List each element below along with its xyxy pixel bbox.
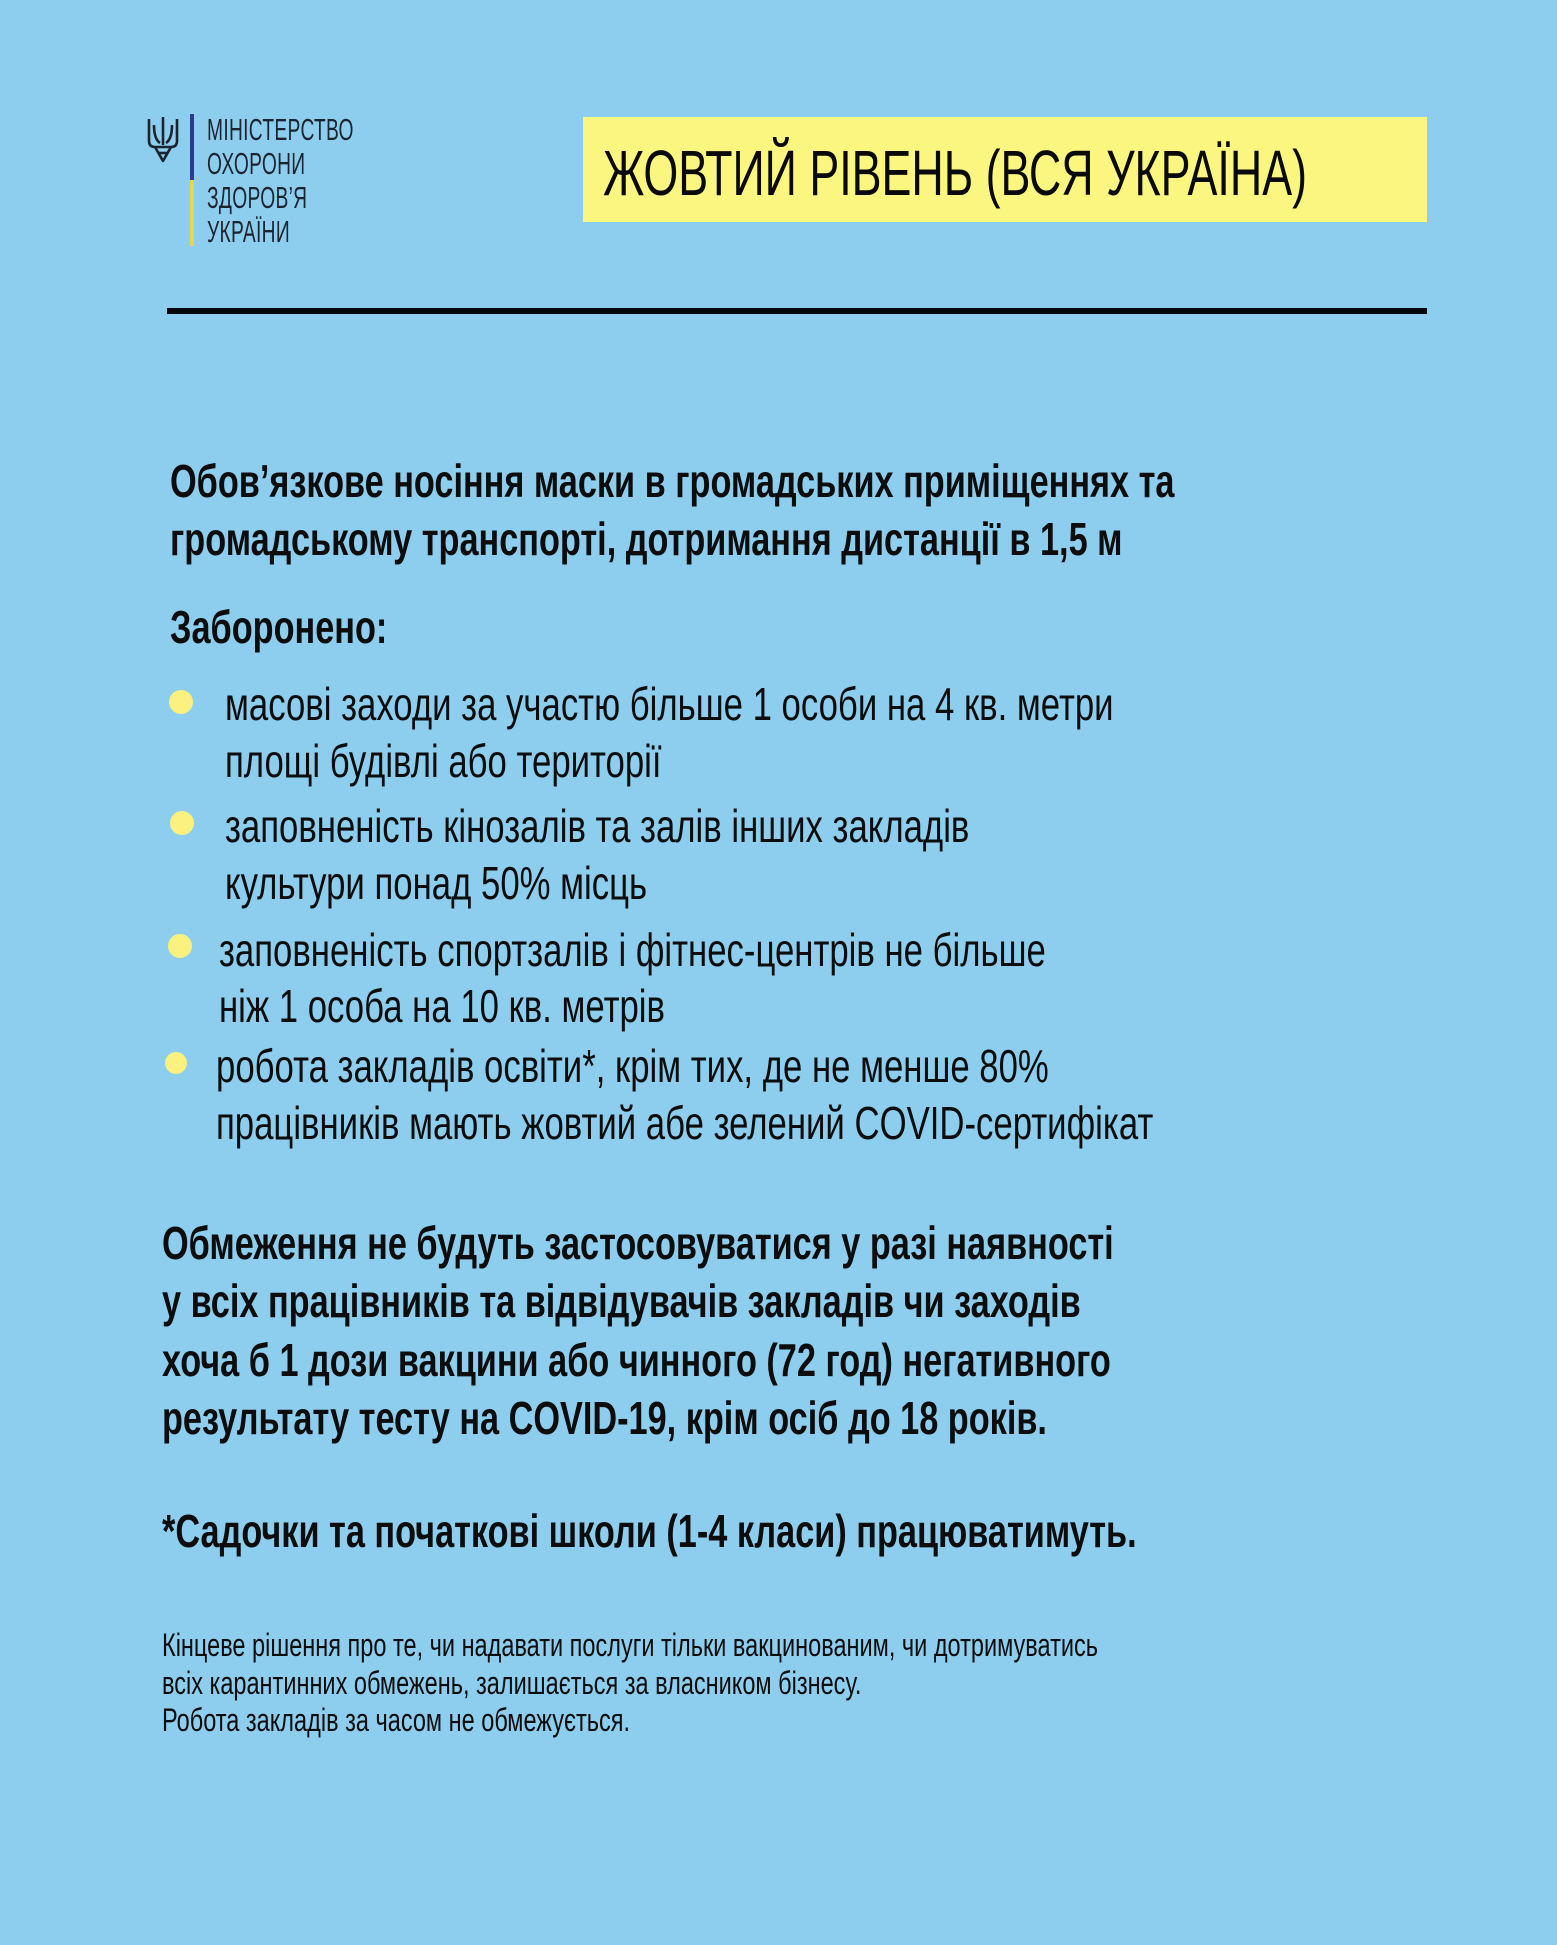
list-item-line: заповненість кінозалів та залів інших закладів <box>225 800 970 852</box>
ministry-name-line: МІНІСТЕРСТВО <box>207 112 354 147</box>
bullet-icon <box>168 934 192 958</box>
ministry-name-line: ЗДОРОВ’Я <box>207 180 308 215</box>
level-title-banner <box>583 117 1427 222</box>
bullet-icon <box>169 690 193 714</box>
bullet-icon <box>165 1052 187 1074</box>
footnote: *Садочки та початкові школи (1-4 класи) працюватимуть. <box>162 1505 1137 1557</box>
list-item-line: працівників мають жовтий абе зелений COVID-сертифікат <box>216 1097 1154 1149</box>
disclaimer-line: Робота закладів за часом не обмежується. <box>162 1702 631 1738</box>
ministry-name-line: УКРАЇНИ <box>207 214 290 249</box>
list-item-line: робота закладів освіти*, крім тих, де не менше 80% <box>216 1040 1049 1092</box>
exemption-line: результату тесту на COVID-19, крім осіб до 18 років. <box>162 1392 1047 1444</box>
bullet-icon <box>170 811 194 835</box>
ministry-name-line: ОХОРОНИ <box>207 146 306 181</box>
trident-icon <box>146 115 180 165</box>
disclaimer-line: Кінцеве рішення про те, чи надавати послуги тільки вакцинованим, чи дотримуватись <box>162 1627 1099 1663</box>
list-item-line: заповненість спортзалів і фітнес-центрів не більше <box>219 924 1046 976</box>
list-item-line: ніж 1 особа на 10 кв. метрів <box>219 980 665 1032</box>
list-item-line: масові заходи за участю більше 1 особи на 4 кв. метри <box>225 678 1114 730</box>
prohibited-heading: Заборонено: <box>170 601 388 653</box>
mask-rule-line: громадському транспорті, дотримання дистанції в 1,5 м <box>170 513 1123 565</box>
logo-divider <box>190 114 194 246</box>
list-item-line: площі будівлі або території <box>225 735 662 787</box>
exemption-line: хоча б 1 дози вакцини або чинного (72 год) негативного <box>162 1334 1111 1386</box>
header-divider <box>167 308 1427 314</box>
mask-rule-line: Обов’язкове носіння маски в громадських приміщеннях та <box>170 455 1175 507</box>
exemption-line: у всіх працівників та відвідувачів закладів чи заходів <box>162 1275 1081 1327</box>
list-item-line: культури понад 50% місць <box>225 857 648 909</box>
level-title: ЖОВТИЙ РІВЕНЬ (ВСЯ УКРАЇНА) <box>603 137 1308 209</box>
disclaimer-line: всіх карантинних обмежень, залишається за власником бізнесу. <box>162 1665 862 1701</box>
exemption-line: Обмеження не будуть застосовуватися у разі наявності <box>162 1217 1114 1269</box>
